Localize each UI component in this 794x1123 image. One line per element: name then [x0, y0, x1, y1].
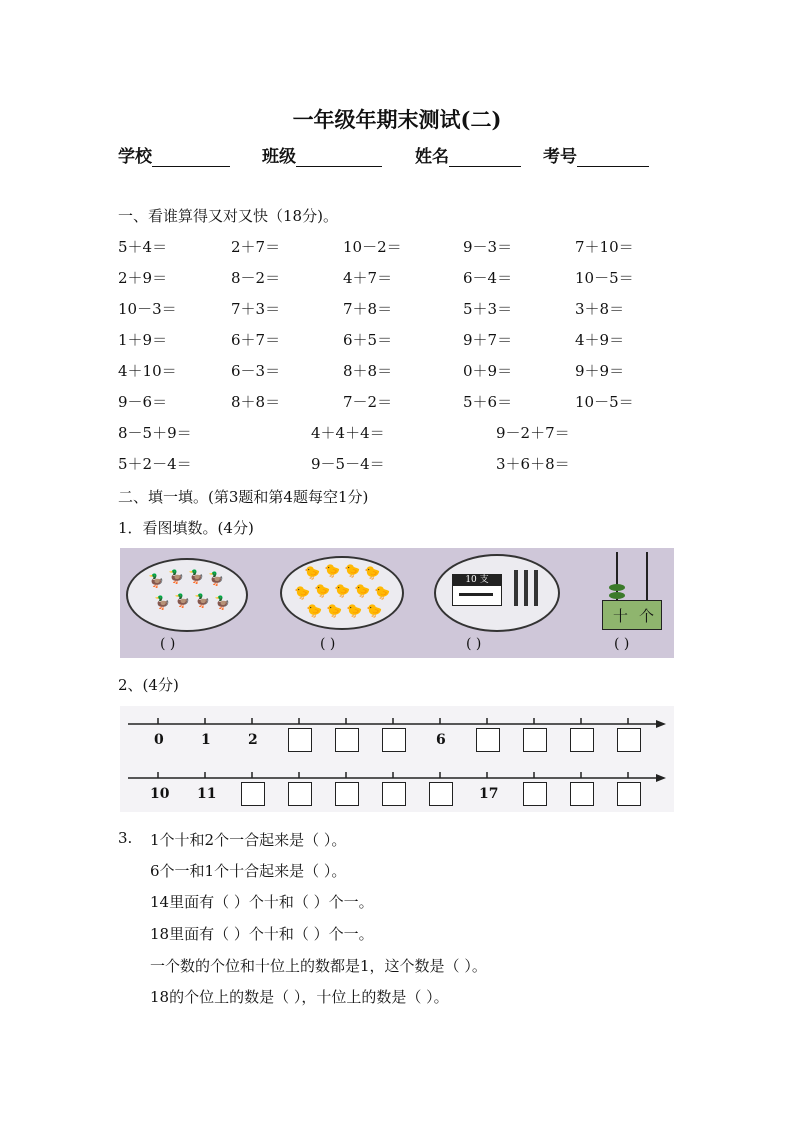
- calc-item: 7＋10＝: [575, 238, 634, 256]
- calc-item: 10－5＝: [575, 269, 634, 287]
- answer-paren-2[interactable]: ( ): [320, 636, 336, 652]
- calc-item: 8＋8＝: [231, 393, 281, 411]
- tick-label-11: 11: [197, 786, 217, 802]
- answer-box[interactable]: [570, 782, 594, 806]
- chick-icon: 🐤: [304, 566, 321, 581]
- class-field: [262, 142, 382, 167]
- chick-icon: 🐤: [314, 584, 331, 599]
- duck-icon: 🦆: [148, 574, 165, 589]
- q3-line-2: 6个一和1个十合起来是（ ）。: [150, 862, 347, 880]
- answer-paren-1[interactable]: ( ): [160, 636, 176, 652]
- exam-no-field: [543, 142, 649, 167]
- name-field: [415, 142, 521, 167]
- answer-box[interactable]: [288, 728, 312, 752]
- class-blank[interactable]: [296, 150, 382, 167]
- answer-box[interactable]: [523, 782, 547, 806]
- calc-item: 10－3＝: [118, 300, 177, 318]
- abacus-base: [602, 600, 662, 630]
- answer-box[interactable]: [288, 782, 312, 806]
- exam-no-blank[interactable]: [577, 150, 649, 167]
- answer-paren-4[interactable]: ( ): [614, 636, 630, 652]
- calc-item: 2＋9＝: [118, 269, 168, 287]
- abacus-bead-icon: [609, 584, 625, 591]
- tick-label-2: 2: [248, 732, 258, 748]
- q1-label: 1．看图填数。(4分): [118, 519, 254, 537]
- abacus-rod-ones: [646, 552, 648, 600]
- section1-heading: 一、看谁算得又对又快（18分)。: [118, 207, 338, 225]
- q3-line-5: 一个数的个位和十位上的数都是1，这个数是（ ）。: [150, 957, 487, 975]
- calc-item: 6＋7＝: [231, 331, 281, 349]
- chick-icon: 🐤: [374, 586, 391, 601]
- duck-icon: 🦆: [154, 596, 171, 611]
- calc-item: 3＋8＝: [575, 300, 625, 318]
- q2-label: 2、(4分): [118, 676, 179, 694]
- duck-icon: 🦆: [194, 594, 211, 609]
- pencil-icon: [459, 593, 493, 596]
- pencils-oval: [434, 554, 560, 632]
- calc-item-long: 5＋2－4＝: [118, 455, 192, 473]
- ducks-oval: [126, 558, 248, 632]
- calc-item: 4＋7＝: [343, 269, 393, 287]
- abacus-ones-label: 个: [639, 607, 655, 625]
- chick-icon: 🐤: [334, 584, 351, 599]
- page-title: 一年级年期末测试(二): [292, 107, 502, 132]
- answer-box[interactable]: [617, 728, 641, 752]
- answer-paren-3[interactable]: ( ): [466, 636, 482, 652]
- calc-item-long: 9－2＋7＝: [496, 424, 570, 442]
- calc-item: 7＋3＝: [231, 300, 281, 318]
- name-label: 姓名: [415, 147, 449, 167]
- answer-box[interactable]: [523, 728, 547, 752]
- answer-box[interactable]: [382, 728, 406, 752]
- calc-item: 5＋3＝: [463, 300, 513, 318]
- calc-item: 9－6＝: [118, 393, 168, 411]
- answer-box[interactable]: [241, 782, 265, 806]
- answer-box[interactable]: [429, 782, 453, 806]
- calc-item: 4＋9＝: [575, 331, 625, 349]
- calc-item: 9＋9＝: [575, 362, 625, 380]
- q3-line-6: 18的个位上的数是（ ），十位上的数是（ ）。: [150, 988, 449, 1006]
- tick-label-10: 10: [150, 786, 170, 802]
- calc-item: 7－2＝: [343, 393, 393, 411]
- chick-icon: 🐤: [366, 604, 383, 619]
- calc-item-long: 8－5＋9＝: [118, 424, 192, 442]
- pencil-box-label: 10 支: [453, 575, 501, 586]
- calc-item: 8＋8＝: [343, 362, 393, 380]
- duck-icon: 🦆: [208, 572, 225, 587]
- chick-icon: 🐤: [326, 604, 343, 619]
- pencil-icon: [534, 570, 538, 606]
- chick-icon: 🐤: [364, 566, 381, 581]
- calc-item: 7＋8＝: [343, 300, 393, 318]
- exam-no-label: 考号: [543, 147, 577, 167]
- q3-line-4: 18里面有（ ）个十和（ ）个一。: [150, 925, 374, 943]
- calc-item: 9－3＝: [463, 238, 513, 256]
- duck-icon: 🦆: [168, 570, 185, 585]
- calc-item: 6＋5＝: [343, 331, 393, 349]
- answer-box[interactable]: [476, 728, 500, 752]
- calc-item: 2＋7＝: [231, 238, 281, 256]
- chick-icon: 🐤: [306, 604, 323, 619]
- tick-label-0: 0: [154, 732, 164, 748]
- calc-item: 6－3＝: [231, 362, 281, 380]
- tick-label-17: 17: [479, 786, 499, 802]
- calc-item-long: 9－5－4＝: [311, 455, 385, 473]
- pencil-icon: [524, 570, 528, 606]
- picture-band: [120, 548, 674, 658]
- school-field: [118, 142, 230, 167]
- answer-box[interactable]: [335, 728, 359, 752]
- chick-icon: 🐤: [354, 584, 371, 599]
- calc-item: 9＋7＝: [463, 331, 513, 349]
- answer-box[interactable]: [382, 782, 406, 806]
- abacus-tens-label: 十: [613, 607, 629, 625]
- section2-heading: 二、填一填。(第3题和第4题每空1分): [118, 488, 369, 506]
- school-blank[interactable]: [152, 150, 230, 167]
- chick-icon: 🐤: [294, 586, 311, 601]
- answer-box[interactable]: [617, 782, 641, 806]
- q3-line-1: 1个十和2个一合起来是（ ）。: [150, 831, 347, 849]
- calc-item: 8－2＝: [231, 269, 281, 287]
- calc-item: 5＋6＝: [463, 393, 513, 411]
- name-blank[interactable]: [449, 150, 521, 167]
- calc-item: 4＋10＝: [118, 362, 177, 380]
- calc-item: 10－5＝: [575, 393, 634, 411]
- duck-icon: 🦆: [174, 594, 191, 609]
- chick-icon: 🐤: [344, 564, 361, 579]
- calc-item-long: 3＋6＋8＝: [496, 455, 570, 473]
- pencil-box: [452, 574, 502, 606]
- calc-item: 0＋9＝: [463, 362, 513, 380]
- number-lines-panel: [120, 706, 674, 812]
- answer-box[interactable]: [570, 728, 594, 752]
- chicks-oval: [280, 556, 404, 630]
- class-label: 班级: [262, 147, 296, 167]
- chick-icon: 🐤: [346, 604, 363, 619]
- answer-box[interactable]: [335, 782, 359, 806]
- calc-item: 1＋9＝: [118, 331, 168, 349]
- calc-item: 6－4＝: [463, 269, 513, 287]
- chick-icon: 🐤: [324, 564, 341, 579]
- tick-label-6: 6: [436, 732, 446, 748]
- duck-icon: 🦆: [188, 570, 205, 585]
- abacus-bead-icon: [609, 592, 625, 599]
- q3-line-3: 14里面有（ ）个十和（ ）个一。: [150, 893, 374, 911]
- calc-item-long: 4＋4＋4＝: [311, 424, 385, 442]
- duck-icon: 🦆: [214, 596, 231, 611]
- school-label: 学校: [118, 147, 152, 167]
- pencil-icon: [514, 570, 518, 606]
- calc-item: 10－2＝: [343, 238, 402, 256]
- q3-number: 3.: [118, 829, 133, 847]
- tick-label-1: 1: [201, 732, 211, 748]
- calc-item: 5＋4＝: [118, 238, 168, 256]
